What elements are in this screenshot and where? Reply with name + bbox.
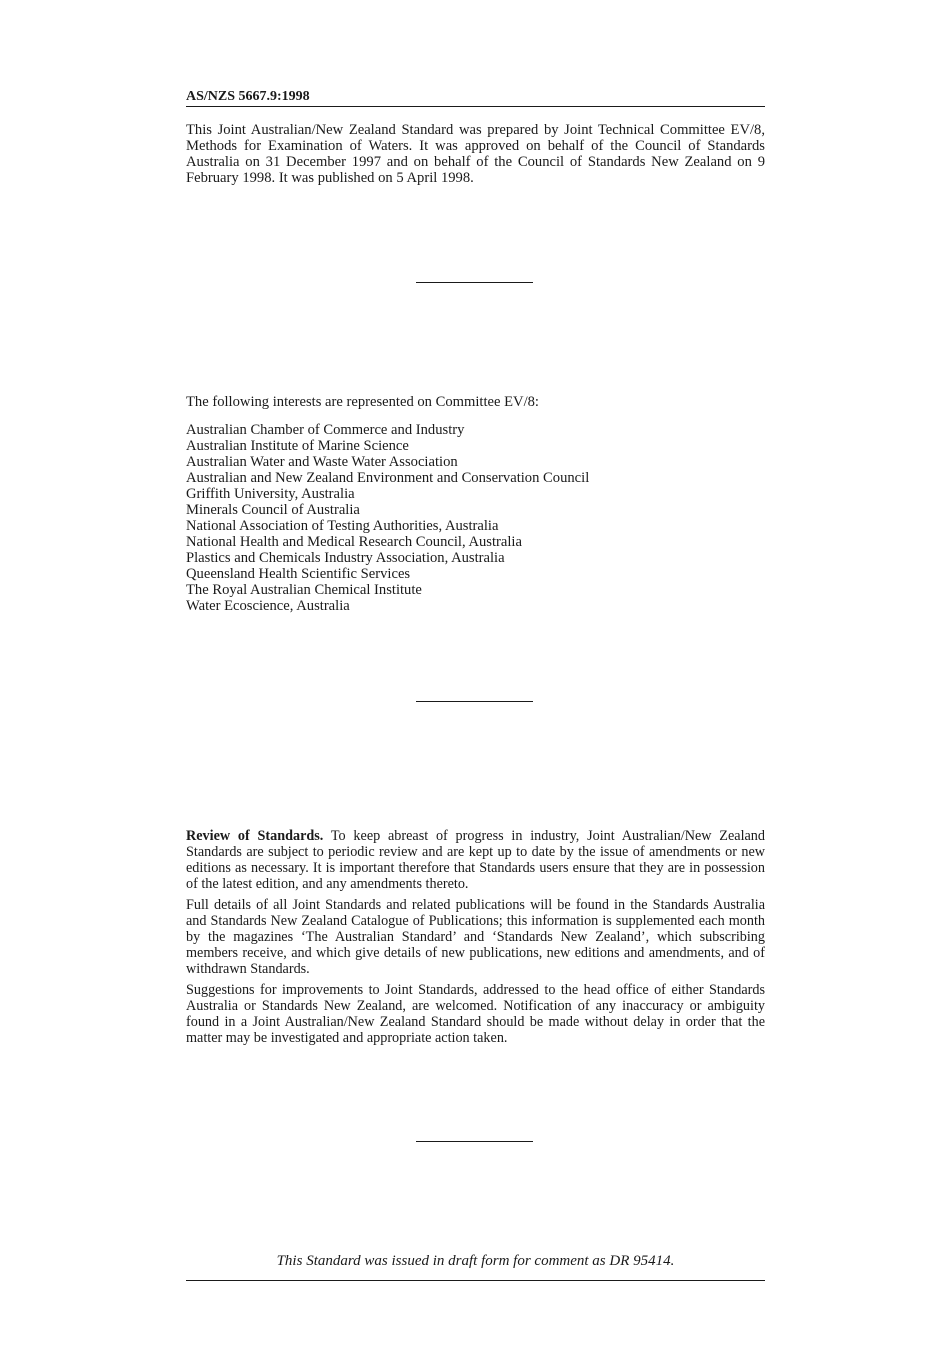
committee-heading: The following interests are represented on Committee EV/8: bbox=[186, 394, 539, 410]
approval-paragraph: This Joint Australian/New Zealand Standard was prepared by Joint Technical Committee EV/8, Methods for Examination of Waters. It was approved on behalf of the Council of Standards Australia on 31 December 1997 and on behalf of the Council of Standards New Zealand on 9 February 1998. It was published on 5 April 1998. bbox=[186, 122, 765, 186]
review-paragraph-3: Suggestions for improvements to Joint Standards, addressed to the head office of either Standards Australia or Standards New Zealand, are welcomed. Notification of any inaccuracy or ambiguity found in a Joint Australian/New Zealand Standard should be made without delay in order that the matter may be investigated and appropriate action taken. bbox=[186, 982, 765, 1046]
review-text: To keep abreast of progress in industry, Joint Australian/New Zealand Standards are subject to periodic review and are kept up to date by the issue of amendments or new editions as necessary. It is important therefore that Standards users ensure that they are in possession of the latest edition, and any amendments thereto. bbox=[186, 828, 765, 892]
committee-member: National Health and Medical Research Council, Australia bbox=[186, 534, 522, 550]
committee-member: Plastics and Chemicals Industry Association, Australia bbox=[186, 550, 505, 566]
committee-member: Queensland Health Scientific Services bbox=[186, 566, 411, 582]
committee-member: Water Ecoscience, Australia bbox=[186, 598, 350, 614]
review-paragraph-1 bbox=[186, 828, 765, 892]
committee-member-list bbox=[186, 422, 765, 614]
committee-member: Australian Institute of Marine Science bbox=[186, 438, 409, 454]
section-separator bbox=[416, 701, 533, 702]
document-page bbox=[186, 0, 765, 1345]
footer-rule bbox=[186, 1280, 765, 1281]
committee-member: Australian and New Zealand Environment and Conservation Council bbox=[186, 470, 590, 486]
committee-member: The Royal Australian Chemical Institute bbox=[186, 582, 422, 598]
committee-member: Australian Water and Waste Water Association bbox=[186, 454, 458, 470]
committee-member: Griffith University, Australia bbox=[186, 486, 355, 502]
committee-member: Minerals Council of Australia bbox=[186, 502, 360, 518]
committee-member: National Association of Testing Authorities, Australia bbox=[186, 518, 499, 534]
standard-number: AS/NZS 5667.9:1998 bbox=[186, 89, 310, 104]
header-rule bbox=[186, 106, 765, 107]
draft-note: This Standard was issued in draft form for comment as DR 95414. bbox=[276, 1253, 675, 1269]
review-of-standards-section bbox=[186, 828, 765, 1046]
review-title: Review of Standards. bbox=[186, 828, 324, 844]
committee-member: Australian Chamber of Commerce and Industry bbox=[186, 422, 465, 438]
review-paragraph-2: Full details of all Joint Standards and related publications will be found in the Standards Australia and Standards New Zealand Catalogue of Publications; this information is supplemented each month by the magazines ‘The Australian Standard’ and ‘Standards New Zealand’, which subscribing members receive, and which give details of new publications, new editions and amendments, and of withdrawn Standards. bbox=[186, 897, 765, 977]
section-separator bbox=[416, 282, 533, 283]
section-separator bbox=[416, 1141, 533, 1142]
